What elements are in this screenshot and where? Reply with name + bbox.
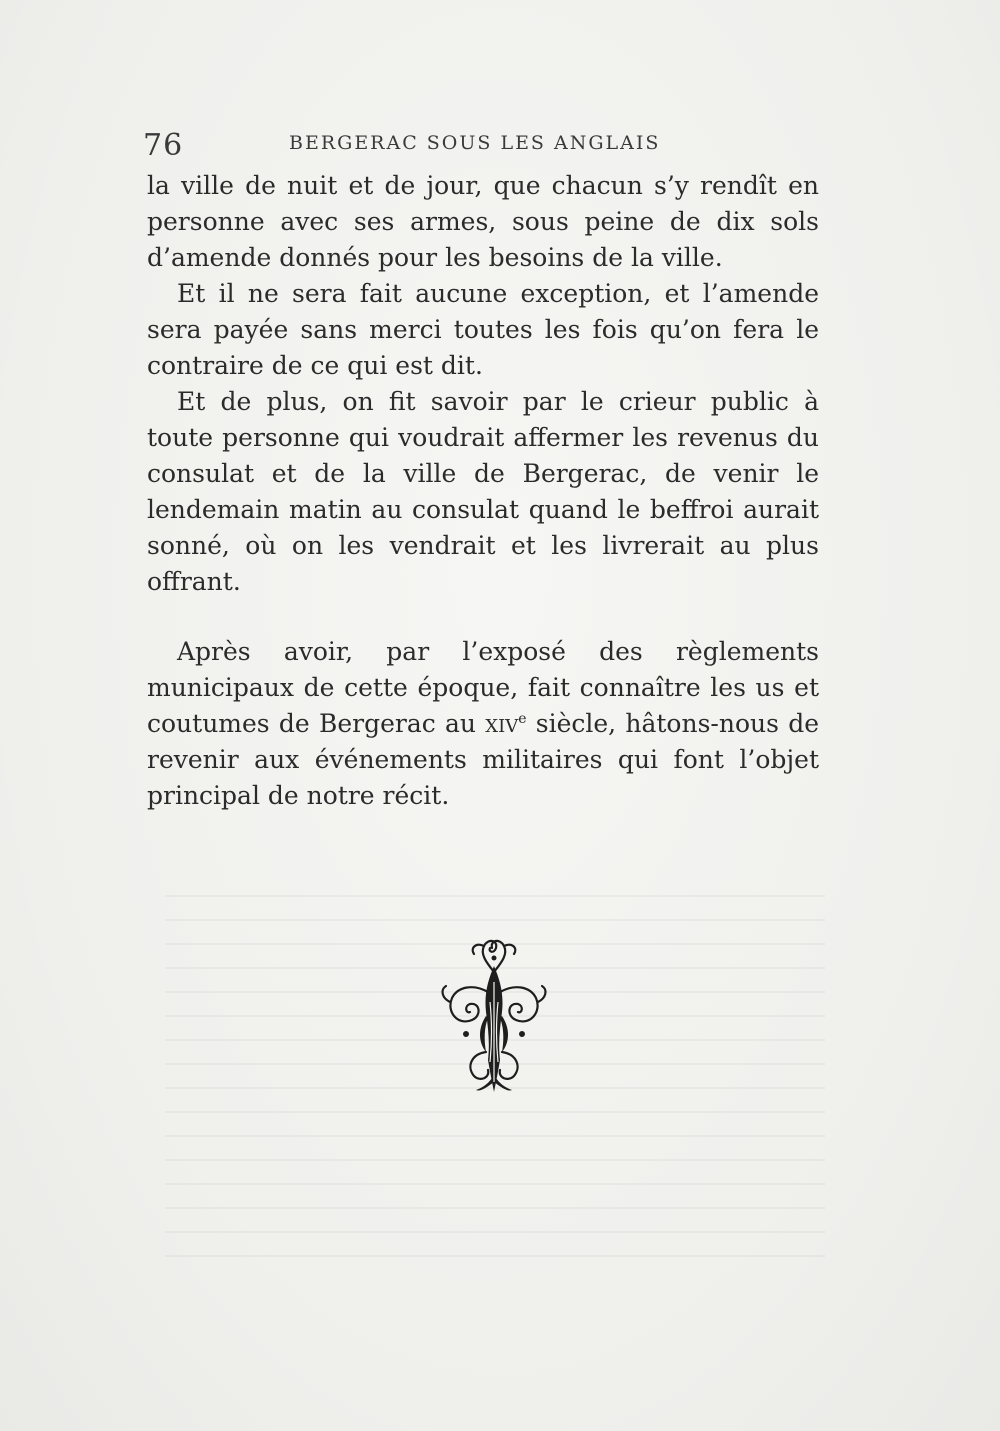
paragraph-text: siècle, hâtons-nous de revenir aux événements militaires qui font l’objet principal de notre récit. xyxy=(147,709,820,810)
running-title: BERGERAC SOUS LES ANGLAIS xyxy=(289,132,661,154)
body-text xyxy=(147,168,819,814)
century-superscript: e xyxy=(518,711,527,727)
paragraph-gap xyxy=(147,600,819,634)
century-numeral: xiv xyxy=(485,709,519,738)
fleuron-icon xyxy=(436,932,552,1096)
paragraph: Et il ne sera fait aucune exception, et l’amende sera payée sans merci toutes les fois qu’on fera le contraire de ce qui est dit. xyxy=(147,279,819,380)
page-header xyxy=(143,124,833,164)
paragraph: Et de plus, on fit savoir par le crieur public à toute personne qui voudrait affermer les revenus du consulat et de la ville de Bergerac, de venir le lendemain matin au consulat quand le beffroi aurait sonné, où on les vendrait et les livrerait au plus offrant. xyxy=(147,387,819,596)
paragraph-text: Après avoir, par l’exposé des règlements municipaux de cette époque, fait connaître les us et coutumes de Bergerac au xyxy=(147,637,819,738)
paragraph-continuation: la ville de nuit et de jour, que chacun s’y rendît en personne avec ses armes, sous peine de dix sols d’amende donnés pour les besoins de la ville. xyxy=(147,171,819,272)
page-number: 76 xyxy=(143,128,184,163)
paragraph xyxy=(147,634,819,814)
